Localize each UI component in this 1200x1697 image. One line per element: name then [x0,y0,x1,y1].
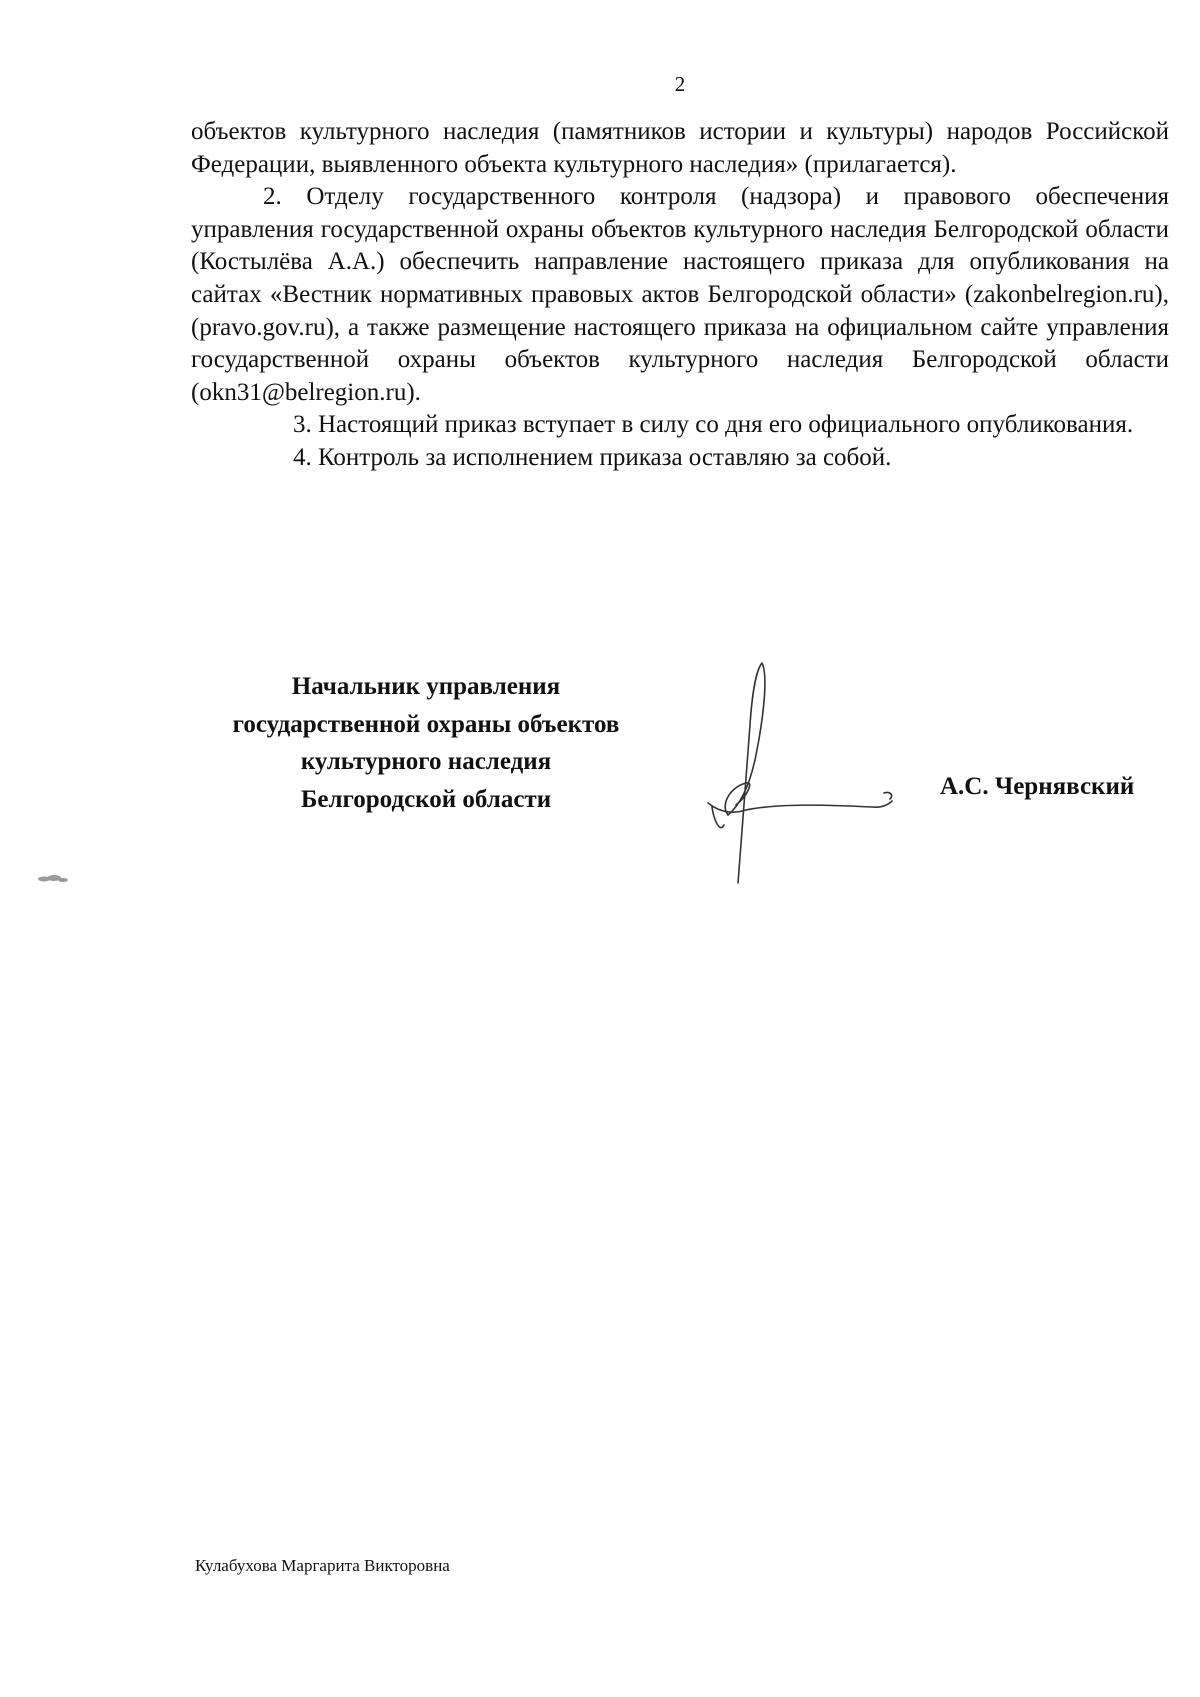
signatory-name: А.С. Чернявский [940,773,1135,800]
signatory-title-line: Начальник управления [291,673,561,700]
page-number: 2 [674,72,686,96]
executor-name: Кулабухова Маргарита Викторовна [195,1556,450,1575]
handwritten-signature [690,655,920,895]
signatory-title-line: государственной охраны объектов [232,710,620,738]
signatory-title [196,668,656,818]
paragraph-item-3: 3. Настоящий приказ вступает в силу со дня его официального опубликования. [293,411,1134,439]
scan-artifact [34,873,72,885]
paragraph-continuation: объектов культурного наследия (памятников истории и культуры) народов Российской Федерации, выявленного объекта культурного наследия» (прилагается). [191,118,1169,178]
paragraph-item-4: 4. Контроль за исполнением приказа оставляю за собой. [293,443,892,471]
signatory-title-line: Белгородской области [300,785,552,813]
signatory-title-line: культурного наследия [300,748,552,775]
document-body [191,116,1169,475]
paragraph-item-2: 2. Отделу государственного контроля (надзора) и правового обеспечения управления государственной охраны объектов культурного наследия Белгородской области (Костылёва А.А.) обеспечить направление настоящего приказа для опубликования на сайтах «Вестник нормативных правовых актов Белгородской области» (zakonbelregion.ru), (pravo.gov.ru), а также размещение настоящего приказа на официальном сайте управления государственной охраны объектов культурного наследия Белгородской области (okn31@belregion.ru). [191,183,1169,406]
